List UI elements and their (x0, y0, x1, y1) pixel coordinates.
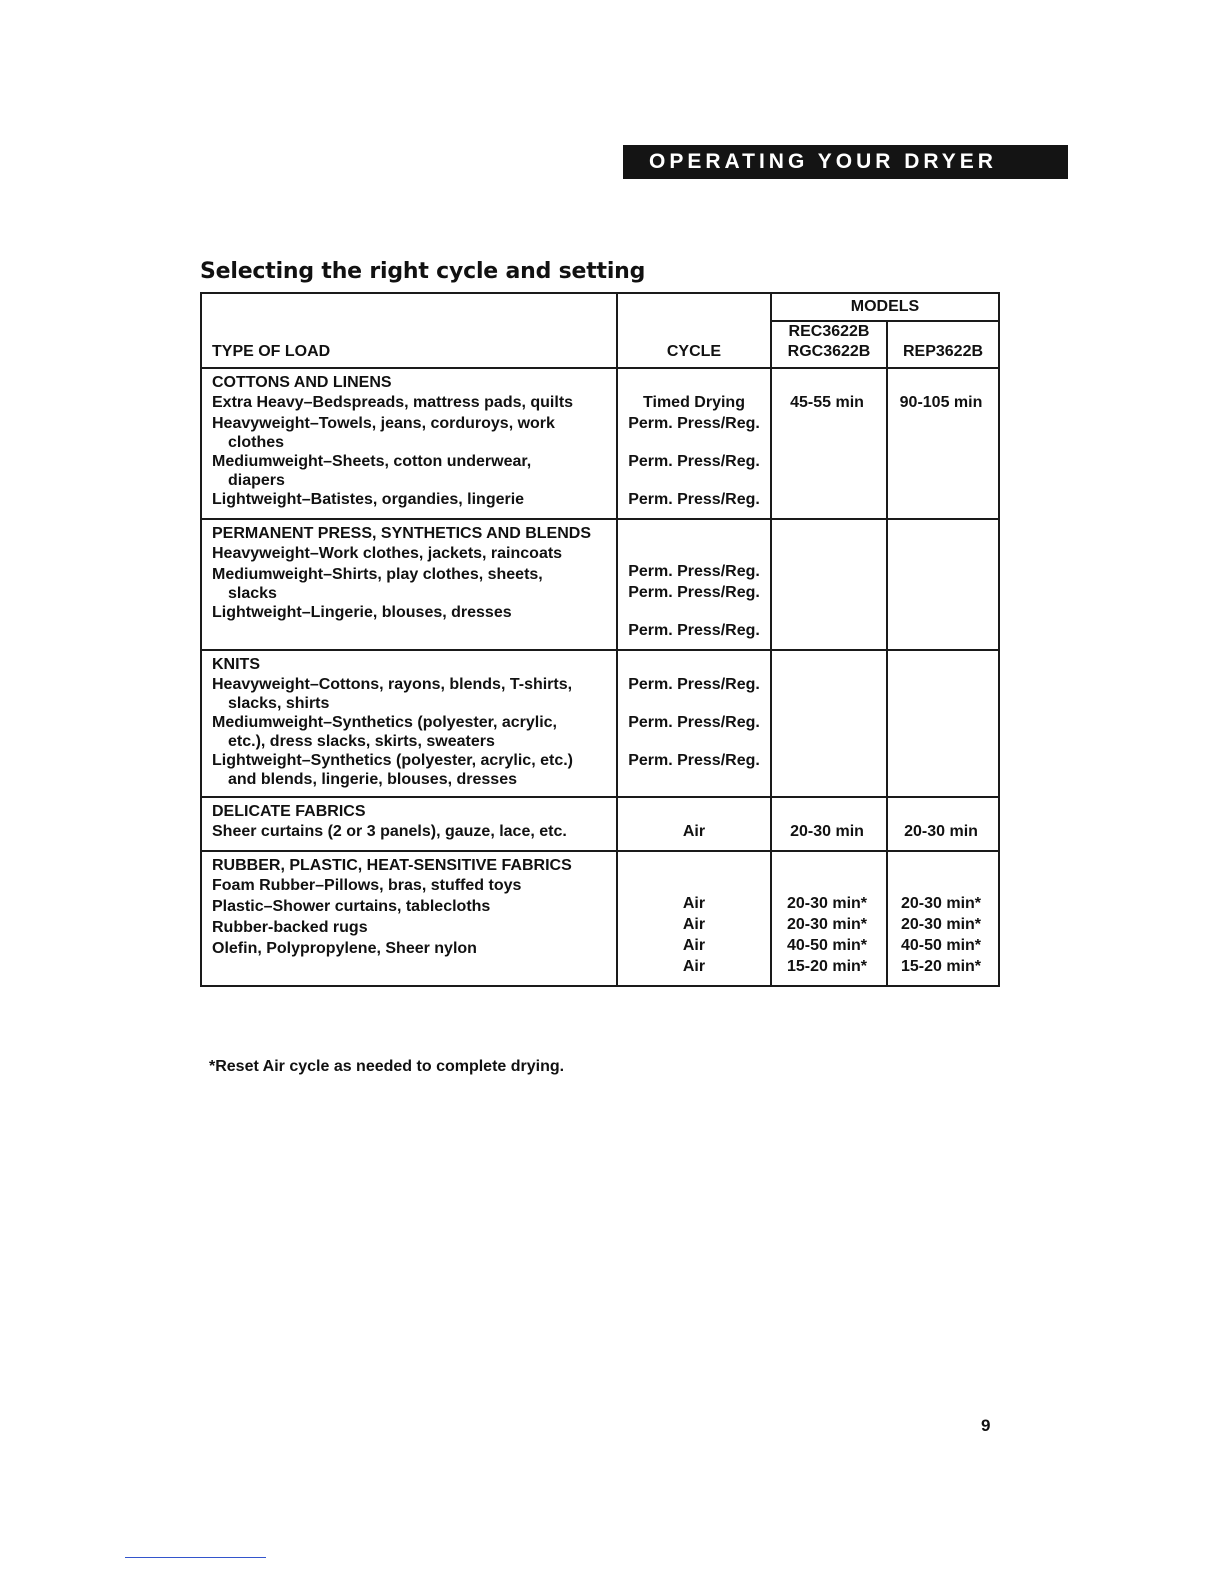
cycle-cell (617, 650, 771, 797)
load-item (212, 674, 612, 712)
model-a-cell (771, 368, 887, 519)
model-b-value: 20-30 min (904, 823, 978, 840)
spacer (888, 374, 994, 392)
model-b-value (888, 620, 994, 641)
model-b-cell (887, 650, 999, 797)
load-cell (201, 519, 617, 650)
load-text: Foam Rubber–Pillows, bras, stuffed toys (212, 877, 522, 894)
model-a-value (772, 674, 882, 712)
model-b-value (888, 750, 994, 788)
model-b-cell (887, 519, 999, 650)
cycle-cell (617, 368, 771, 519)
page-title: Selecting the right cycle and setting (200, 259, 646, 284)
load-text: Mediumweight–Shirts, play clothes, sheets, (212, 566, 543, 583)
load-text: Lightweight–Synthetics (polyester, acrylic, etc.) (212, 752, 573, 769)
table-header (201, 293, 999, 368)
load-text-continued: etc.), dress slacks, skirts, sweaters (228, 733, 495, 750)
model-a-value: 20-30 min* (786, 916, 868, 933)
spacer (622, 656, 766, 674)
load-item (212, 413, 612, 451)
cycle-value: Timed Drying (643, 394, 745, 411)
load-text: Extra Heavy–Bedspreads, mattress pads, quilts (212, 394, 574, 411)
model-a-cell (771, 797, 887, 851)
cycle-value: Perm. Press/Reg. (628, 453, 760, 470)
bottom-rule (125, 1557, 266, 1558)
model-b-value (888, 489, 994, 510)
load-item (212, 564, 612, 602)
model-b-value (888, 451, 994, 489)
load-cell (201, 851, 617, 986)
column-header-model-b: REP3622B (887, 321, 999, 368)
cycle-cell (617, 797, 771, 851)
spacer (772, 656, 882, 674)
load-item (212, 875, 612, 896)
load-text-continued: clothes (228, 434, 285, 451)
spacer (888, 656, 994, 674)
column-header-cycle: CYCLE (617, 293, 771, 368)
spacer (772, 525, 882, 561)
load-item (212, 938, 612, 959)
column-header-type-of-load: TYPE OF LOAD (201, 293, 617, 368)
load-text: Heavyweight–Work clothes, jackets, raincoats (212, 545, 563, 562)
model-name: REC3622B (788, 323, 870, 340)
model-b-cell (887, 368, 999, 519)
cycle-value: Perm. Press/Reg. (628, 415, 760, 432)
model-name: RGC3622B (787, 343, 871, 360)
column-header-model-a (771, 321, 887, 368)
group-title: PERMANENT PRESS, SYNTHETICS AND BLENDS (212, 525, 591, 542)
model-b-value: 20-30 min* (900, 895, 982, 912)
group-title: KNITS (212, 656, 260, 673)
model-a-value: 20-30 min (790, 823, 864, 840)
load-text: Heavyweight–Towels, jeans, corduroys, work (212, 415, 555, 432)
model-a-value (772, 489, 882, 510)
page-number: 9 (981, 1416, 991, 1435)
table-row (201, 368, 999, 519)
model-a-value (772, 451, 882, 489)
load-text: Heavyweight–Cottons, rayons, blends, T-shirts, (212, 676, 573, 693)
model-a-cell (771, 650, 887, 797)
load-item (212, 489, 612, 510)
load-item (212, 821, 612, 842)
spacer (622, 525, 766, 561)
model-a-value (772, 413, 882, 451)
load-text: Lightweight–Batistes, organdies, lingerie (212, 491, 525, 508)
load-text: Sheer curtains (2 or 3 panels), gauze, lace, etc. (212, 823, 567, 840)
load-text: Mediumweight–Synthetics (polyester, acrylic, (212, 714, 557, 731)
load-text: Mediumweight–Sheets, cotton underwear, (212, 453, 532, 470)
load-item (212, 750, 612, 788)
table-row (201, 797, 999, 851)
model-b-value (888, 561, 994, 582)
model-b-cell (887, 851, 999, 986)
model-b-value (888, 582, 994, 620)
group-title: DELICATE FABRICS (212, 803, 366, 820)
model-b-value (888, 413, 994, 451)
cycle-value: Perm. Press/Reg. (628, 622, 760, 639)
table-row (201, 519, 999, 650)
load-text-continued: diapers (228, 472, 285, 489)
load-text: Plastic–Shower curtains, tablecloths (212, 898, 491, 915)
model-a-value: 45-55 min (790, 394, 864, 411)
model-a-value (772, 561, 882, 582)
section-banner: OPERATING YOUR DRYER (623, 145, 1068, 179)
spacer (772, 803, 882, 821)
model-a-cell (771, 851, 887, 986)
cycle-value: Air (682, 958, 706, 975)
model-a-value (772, 582, 882, 620)
cycle-value: Perm. Press/Reg. (628, 752, 760, 769)
model-b-value: 15-20 min* (900, 958, 982, 975)
load-item (212, 451, 612, 489)
load-text: Rubber-backed rugs (212, 919, 368, 936)
model-b-value (888, 712, 994, 750)
spacer (888, 803, 994, 821)
load-item (212, 712, 612, 750)
cycle-value: Perm. Press/Reg. (628, 714, 760, 731)
footnote: *Reset Air cycle as needed to complete drying. (209, 1058, 565, 1075)
table-row (201, 851, 999, 986)
group-title: RUBBER, PLASTIC, HEAT-SENSITIVE FABRICS (212, 857, 572, 874)
load-item (212, 543, 612, 564)
model-a-value: 15-20 min* (786, 958, 868, 975)
spacer (622, 374, 766, 392)
cycle-settings-table (200, 292, 1000, 987)
cycle-value: Perm. Press/Reg. (628, 676, 760, 693)
model-a-cell (771, 519, 887, 650)
cycle-value: Air (682, 937, 706, 954)
spacer (772, 857, 882, 893)
cycle-value: Perm. Press/Reg. (628, 491, 760, 508)
load-item (212, 917, 612, 938)
model-b-cell (887, 797, 999, 851)
load-cell (201, 797, 617, 851)
cycle-cell (617, 519, 771, 650)
model-b-value (888, 674, 994, 712)
load-cell (201, 650, 617, 797)
cycle-value: Air (682, 895, 706, 912)
model-a-value: 40-50 min* (786, 937, 868, 954)
spacer (888, 857, 994, 893)
spacer (622, 803, 766, 821)
load-text-continued: slacks, shirts (228, 695, 330, 712)
table-row (201, 650, 999, 797)
load-text: Olefin, Polypropylene, Sheer nylon (212, 940, 477, 957)
spacer (622, 857, 766, 893)
cycle-cell (617, 851, 771, 986)
model-a-value (772, 712, 882, 750)
model-b-value: 90-105 min (899, 394, 983, 411)
model-b-value: 40-50 min* (900, 937, 982, 954)
model-a-value (772, 750, 882, 788)
cycle-value: Air (682, 823, 706, 840)
model-b-value: 20-30 min* (900, 916, 982, 933)
column-header-models: MODELS (771, 293, 999, 321)
load-text-continued: slacks (228, 585, 277, 602)
cycle-value: Air (682, 916, 706, 933)
load-item (212, 602, 612, 623)
cycle-value: Perm. Press/Reg. (628, 563, 760, 580)
model-a-value (772, 620, 882, 641)
group-title: COTTONS AND LINENS (212, 374, 392, 391)
load-text-continued: and blends, lingerie, blouses, dresses (228, 771, 517, 788)
load-item (212, 392, 612, 413)
load-item (212, 896, 612, 917)
cycle-value: Perm. Press/Reg. (628, 584, 760, 601)
model-a-value: 20-30 min* (786, 895, 868, 912)
load-text: Lightweight–Lingerie, blouses, dresses (212, 604, 512, 621)
load-cell (201, 368, 617, 519)
spacer (772, 374, 882, 392)
spacer (888, 525, 994, 561)
table-body (201, 368, 999, 986)
